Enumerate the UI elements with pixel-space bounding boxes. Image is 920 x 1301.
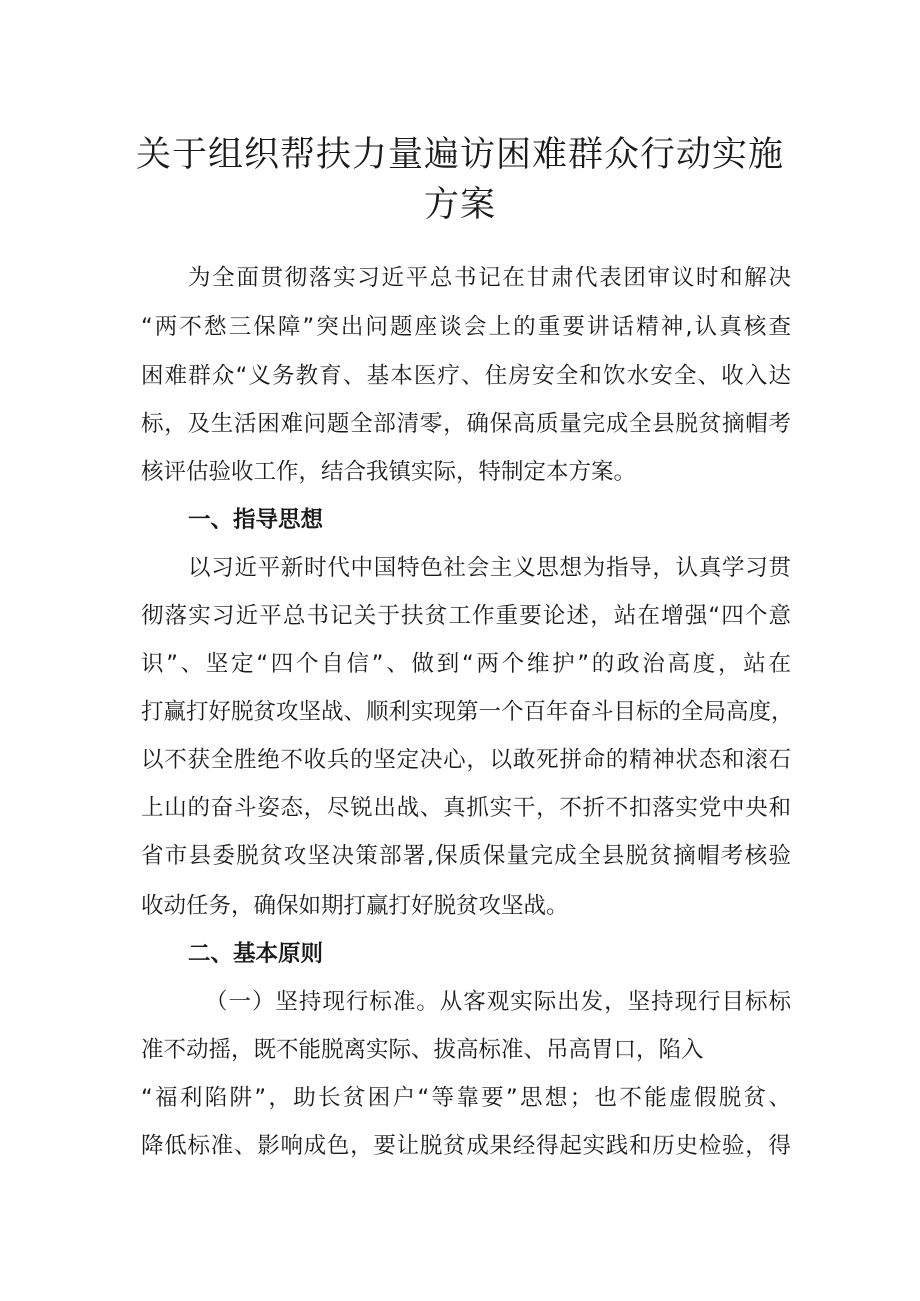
section-1-line: 上山的奋斗姿态，尽锐出战、真抓实干，不折不扣落实党中央和 xyxy=(141,795,791,821)
intro-paragraph-line: 标，及生活困难问题全部清零，确保高质量完成全县脱贫摘帽考 xyxy=(141,411,791,437)
intro-paragraph-line: 核评估验收工作，结合我镇实际，特制定本方案。 xyxy=(141,459,637,485)
section-2-line: （一）坚持现行标准。从客观实际出发，坚持现行目标标 xyxy=(205,989,791,1015)
section-1-line: 打赢打好脱贫攻坚战、顺利实现第一个百年奋斗目标的全局高度， xyxy=(141,699,794,725)
document-title-line-2: 方案 xyxy=(423,185,496,225)
section-2-line: “福利陷阱”，助长贫困户“等靠要”思想；也不能虚假脱贫、 xyxy=(141,1085,791,1111)
section-1-line: 省市县委脱贫攻坚决策部署,保质保量完成全县脱贫摘帽考核验 xyxy=(141,843,791,869)
intro-paragraph-line: 为全面贯彻落实习近平总书记在甘肃代表团审议时和解决 xyxy=(188,265,791,291)
intro-paragraph-line: 困难群众“义务教育、基本医疗、住房安全和饮水安全、收入达 xyxy=(141,363,791,389)
section-1-line: 彻落实习近平总书记关于扶贫工作重要论述，站在增强“四个意 xyxy=(141,603,791,629)
section-2-heading: 二、基本原则 xyxy=(188,941,324,967)
intro-paragraph-line: “两不愁三保障”突出问题座谈会上的重要讲话精神,认真核查 xyxy=(141,314,791,340)
section-1-line: 识”、坚定“四个自信”、做到“两个维护”的政治高度，站在 xyxy=(141,651,791,677)
section-1-heading: 一、指导思想 xyxy=(188,507,324,533)
document-title-line-1: 关于组织帮扶力量遍访困难群众行动实施 xyxy=(135,135,784,175)
section-1-line: 收动任务，确保如期打赢打好脱贫攻坚战。 xyxy=(141,893,569,919)
section-1-line: 以习近平新时代中国特色社会主义思想为指导，认真学习贯 xyxy=(188,555,791,581)
section-2-line: 降低标准、影响成色，要让脱贫成果经得起实践和历史检验，得 xyxy=(141,1133,791,1159)
section-1-line: 以不获全胜绝不收兵的坚定决心，以敢死拼命的精神状态和滚石 xyxy=(141,747,791,773)
section-2-line: 准不动摇，既不能脱离实际、拔高标准、吊高胃口，陷入 xyxy=(141,1037,704,1063)
